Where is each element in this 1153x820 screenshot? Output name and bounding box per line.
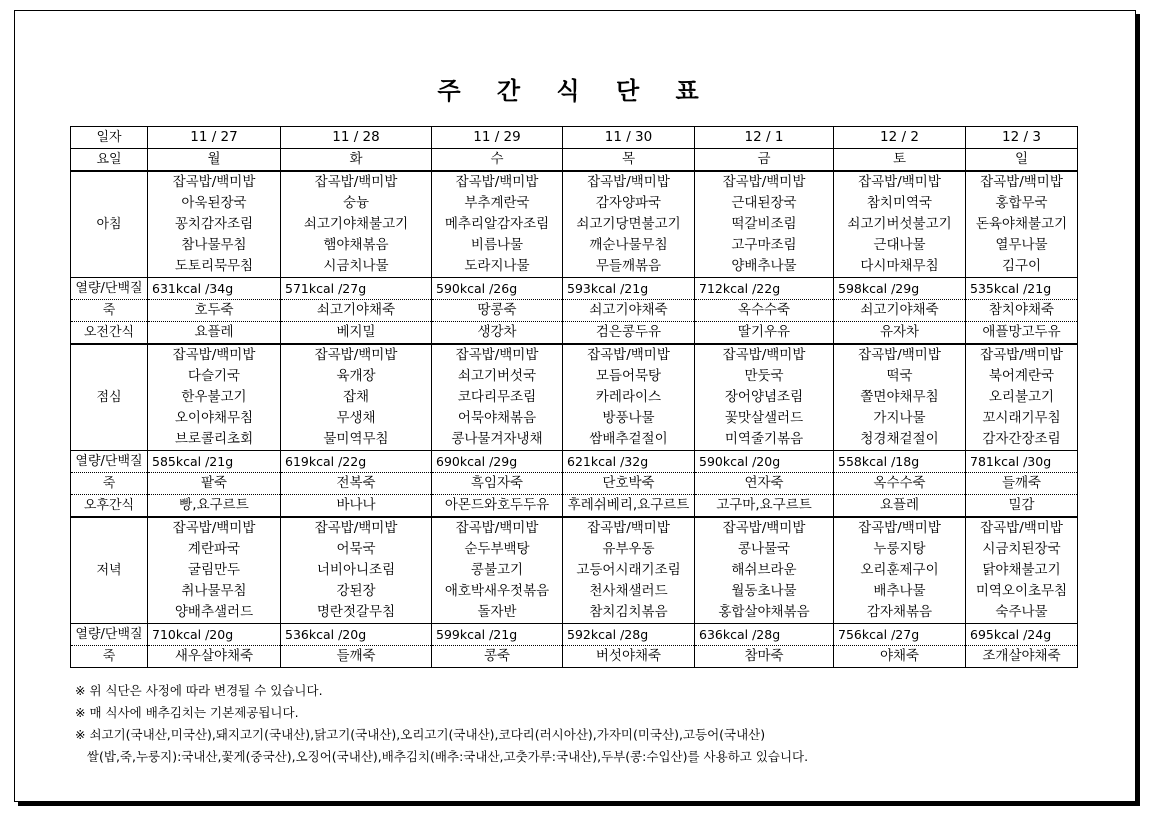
note-line: 쌀(밥,죽,누룽지):국내산,꽃게(중국산),오징어(국내산),배추김치(배추:국내산,고춧가루:국내산),두부(콩:수입산)를 사용하고 있습니다. (75, 749, 809, 764)
snack-value: 요플레 (834, 495, 966, 518)
snack-value: 애플망고두유 (966, 322, 1078, 345)
calorie-value: 585kcal /21g (148, 451, 281, 473)
snack-value: 요플레 (148, 322, 281, 345)
menu-item: 잡채 (281, 387, 432, 408)
porridge-value: 쇠고기야채죽 (281, 300, 432, 322)
menu-item: 계란파국 (148, 539, 281, 560)
date-cell: 12 / 2 (834, 127, 966, 149)
menu-item: 어묵야채볶음 (432, 408, 563, 429)
porridge-label: 죽 (71, 646, 148, 668)
menu-item: 쇠고기야채불고기 (281, 214, 432, 235)
porridge-value: 연자죽 (695, 473, 834, 495)
dinner-item-row (71, 602, 1078, 624)
porridge-value: 옥수수죽 (834, 473, 966, 495)
menu-item: 닭야채불고기 (966, 560, 1078, 581)
menu-item: 쇠고기버섯불고기 (834, 214, 966, 235)
lunch-snack-row (71, 495, 1078, 518)
menu-item: 명란젓갈무침 (281, 602, 432, 624)
calorie-value: 636kcal /28g (695, 624, 834, 646)
date-cell: 11 / 27 (148, 127, 281, 149)
menu-item: 천사채샐러드 (563, 581, 695, 602)
menu-item: 청경채겉절이 (834, 429, 966, 451)
menu-item: 김구이 (966, 256, 1078, 278)
menu-item: 양배추샐러드 (148, 602, 281, 624)
day-cell: 수 (432, 149, 563, 172)
dinner-item-row (71, 517, 1078, 539)
menu-item: 부추계란국 (432, 193, 563, 214)
calorie-value: 536kcal /20g (281, 624, 432, 646)
calorie-value: 590kcal /26g (432, 278, 563, 300)
menu-item: 잡곡밥/백미밥 (563, 517, 695, 539)
calorie-value: 695kcal /24g (966, 624, 1078, 646)
porridge-value: 버섯야채죽 (563, 646, 695, 668)
menu-item: 감자양파국 (563, 193, 695, 214)
porridge-value: 야채죽 (834, 646, 966, 668)
calorie-label: 열량/단백질 (71, 624, 148, 646)
menu-item: 감자채볶음 (834, 602, 966, 624)
dinner-kcal-row (71, 624, 1078, 646)
menu-item: 다슬기국 (148, 366, 281, 387)
date-cell: 12 / 1 (695, 127, 834, 149)
menu-item: 잡곡밥/백미밥 (432, 517, 563, 539)
menu-item: 무들깨볶음 (563, 256, 695, 278)
snack-value: 검은콩두유 (563, 322, 695, 345)
menu-item: 방풍나물 (563, 408, 695, 429)
lunch-kcal-row (71, 451, 1078, 473)
snack-value: 후레쉬베리,요구르트 (563, 495, 695, 518)
day-row (71, 149, 1078, 172)
menu-item: 잡곡밥/백미밥 (966, 344, 1078, 366)
menu-item: 카레라이스 (563, 387, 695, 408)
menu-item: 한우불고기 (148, 387, 281, 408)
day-cell: 금 (695, 149, 834, 172)
dinner-item-row (71, 560, 1078, 581)
meal-label: 저녁 (71, 517, 148, 624)
breakfast-item-row (71, 214, 1078, 235)
menu-item: 쌈배추겉절이 (563, 429, 695, 451)
calorie-value: 571kcal /27g (281, 278, 432, 300)
menu-item: 쫄면야채무침 (834, 387, 966, 408)
menu-item: 감자간장조림 (966, 429, 1078, 451)
date-cell: 11 / 28 (281, 127, 432, 149)
menu-item: 잡곡밥/백미밥 (148, 517, 281, 539)
menu-item: 잡곡밥/백미밥 (432, 171, 563, 193)
lunch-item-row (71, 408, 1078, 429)
breakfast-item-row (71, 235, 1078, 256)
snack-value: 고구마,요구르트 (695, 495, 834, 518)
menu-item: 잡곡밥/백미밥 (281, 517, 432, 539)
menu-item: 홍합살야채볶음 (695, 602, 834, 624)
menu-item: 꽁치감자조림 (148, 214, 281, 235)
menu-item: 쇠고기버섯국 (432, 366, 563, 387)
menu-item: 오리불고기 (966, 387, 1078, 408)
day-cell: 토 (834, 149, 966, 172)
porridge-value: 새우살야채죽 (148, 646, 281, 668)
menu-item: 다시마채무침 (834, 256, 966, 278)
snack-value: 베지밀 (281, 322, 432, 345)
menu-item: 양배추나물 (695, 256, 834, 278)
snack-label: 오후간식 (71, 495, 148, 518)
day-cell: 화 (281, 149, 432, 172)
porridge-value: 콩죽 (432, 646, 563, 668)
porridge-value: 참마죽 (695, 646, 834, 668)
porridge-value: 땅콩죽 (432, 300, 563, 322)
porridge-value: 옥수수죽 (695, 300, 834, 322)
menu-item: 떡갈비조림 (695, 214, 834, 235)
calorie-value: 710kcal /20g (148, 624, 281, 646)
menu-item: 순두부백탕 (432, 539, 563, 560)
note-line: ※ 매 식사에 배추김치는 기본제공됩니다. (75, 705, 299, 720)
menu-item: 잡곡밥/백미밥 (148, 171, 281, 193)
menu-item: 잡곡밥/백미밥 (966, 517, 1078, 539)
lunch-item-row (71, 429, 1078, 451)
porridge-value: 호두죽 (148, 300, 281, 322)
menu-item: 잡곡밥/백미밥 (563, 344, 695, 366)
menu-item: 유부우동 (563, 539, 695, 560)
porridge-value: 쇠고기야채죽 (834, 300, 966, 322)
menu-item: 깨순나물무침 (563, 235, 695, 256)
menu-item: 참나물무침 (148, 235, 281, 256)
menu-item: 잡곡밥/백미밥 (695, 344, 834, 366)
meal-label: 점심 (71, 344, 148, 451)
menu-item: 육개장 (281, 366, 432, 387)
menu-item: 어묵국 (281, 539, 432, 560)
porridge-value: 쇠고기야채죽 (563, 300, 695, 322)
menu-item: 잡곡밥/백미밥 (834, 344, 966, 366)
menu-item: 홍합무국 (966, 193, 1078, 214)
menu-item: 잡곡밥/백미밥 (148, 344, 281, 366)
note-line: ※ 쇠고기(국내산,미국산),돼지고기(국내산),닭고기(국내산),오리고기(국내산),코다리(러시아산),가자미(미국산),고등어(국내산) (75, 727, 766, 742)
menu-item: 장어양념조림 (695, 387, 834, 408)
menu-item: 꽃맛살샐러드 (695, 408, 834, 429)
menu-item: 북어계란국 (966, 366, 1078, 387)
weekly-menu-table (70, 126, 1078, 668)
menu-item: 고구마조림 (695, 235, 834, 256)
menu-item: 잡곡밥/백미밥 (281, 171, 432, 193)
menu-item: 만둣국 (695, 366, 834, 387)
menu-item: 무생채 (281, 408, 432, 429)
menu-item: 굴림만두 (148, 560, 281, 581)
menu-item: 돌자반 (432, 602, 563, 624)
menu-item: 잡곡밥/백미밥 (281, 344, 432, 366)
breakfast-porridge-row (71, 300, 1078, 322)
porridge-label: 죽 (71, 473, 148, 495)
lunch-item-row (71, 366, 1078, 387)
calorie-value: 592kcal /28g (563, 624, 695, 646)
menu-item: 숙주나물 (966, 602, 1078, 624)
day-label: 요일 (71, 149, 148, 172)
snack-value: 바나나 (281, 495, 432, 518)
menu-item: 잡곡밥/백미밥 (432, 344, 563, 366)
menu-item: 오이야채무침 (148, 408, 281, 429)
menu-item: 잡곡밥/백미밥 (695, 517, 834, 539)
menu-item: 돈육야채불고기 (966, 214, 1078, 235)
menu-item: 너비아니조림 (281, 560, 432, 581)
menu-item: 참치미역국 (834, 193, 966, 214)
porridge-label: 죽 (71, 300, 148, 322)
snack-value: 아몬드와호두두유 (432, 495, 563, 518)
document-page (14, 10, 1136, 802)
menu-item: 콩불고기 (432, 560, 563, 581)
calorie-value: 631kcal /34g (148, 278, 281, 300)
calorie-value: 621kcal /32g (563, 451, 695, 473)
page-title: 주 간 식 단 표 (437, 77, 713, 105)
menu-item: 도토리묵무침 (148, 256, 281, 278)
porridge-value: 들깨죽 (966, 473, 1078, 495)
menu-item: 모듬어묵탕 (563, 366, 695, 387)
menu-item: 시금치나물 (281, 256, 432, 278)
date-cell: 11 / 29 (432, 127, 563, 149)
menu-item: 브로콜리초회 (148, 429, 281, 451)
menu-item: 근대나물 (834, 235, 966, 256)
menu-item: 콩나물국 (695, 539, 834, 560)
meal-label: 아침 (71, 171, 148, 278)
menu-item: 애호박새우젓볶음 (432, 581, 563, 602)
calorie-value: 599kcal /21g (432, 624, 563, 646)
menu-item: 참치김치볶음 (563, 602, 695, 624)
menu-item: 떡국 (834, 366, 966, 387)
calorie-value: 690kcal /29g (432, 451, 563, 473)
dinner-porridge-row (71, 646, 1078, 668)
breakfast-kcal-row (71, 278, 1078, 300)
dinner-item-row (71, 581, 1078, 602)
calorie-value: 590kcal /20g (695, 451, 834, 473)
calorie-value: 781kcal /30g (966, 451, 1078, 473)
menu-item: 시금치된장국 (966, 539, 1078, 560)
menu-item: 월동초나물 (695, 581, 834, 602)
calorie-value: 619kcal /22g (281, 451, 432, 473)
porridge-value: 팥죽 (148, 473, 281, 495)
calorie-label: 열량/단백질 (71, 451, 148, 473)
date-cell: 11 / 30 (563, 127, 695, 149)
menu-item: 가지나물 (834, 408, 966, 429)
menu-item: 꼬시래기무침 (966, 408, 1078, 429)
lunch-item-row (71, 344, 1078, 366)
menu-item: 잡곡밥/백미밥 (695, 171, 834, 193)
snack-label: 오전간식 (71, 322, 148, 345)
menu-item: 고등어시래기조림 (563, 560, 695, 581)
menu-item: 잡곡밥/백미밥 (563, 171, 695, 193)
note-line: ※ 위 식단은 사정에 따라 변경될 수 있습니다. (75, 683, 323, 698)
menu-item: 강된장 (281, 581, 432, 602)
snack-value: 딸기우유 (695, 322, 834, 345)
calorie-value: 598kcal /29g (834, 278, 966, 300)
menu-item: 도라지나물 (432, 256, 563, 278)
menu-item: 미역오이초무침 (966, 581, 1078, 602)
menu-item: 햄야채볶음 (281, 235, 432, 256)
breakfast-item-row (71, 256, 1078, 278)
day-cell: 월 (148, 149, 281, 172)
menu-item: 비름나물 (432, 235, 563, 256)
notes (75, 680, 808, 768)
calorie-value: 712kcal /22g (695, 278, 834, 300)
breakfast-snack-row (71, 322, 1078, 345)
menu-item: 잡곡밥/백미밥 (834, 517, 966, 539)
date-row (71, 127, 1078, 149)
snack-value: 빵,요구르트 (148, 495, 281, 518)
menu-item: 숭늉 (281, 193, 432, 214)
calorie-value: 558kcal /18g (834, 451, 966, 473)
menu-item: 취나물무침 (148, 581, 281, 602)
porridge-value: 조개살야채죽 (966, 646, 1078, 668)
lunch-item-row (71, 387, 1078, 408)
menu-item: 코다리무조림 (432, 387, 563, 408)
menu-item: 열무나물 (966, 235, 1078, 256)
breakfast-item-row (71, 171, 1078, 193)
calorie-value: 593kcal /21g (563, 278, 695, 300)
menu-item: 배추나물 (834, 581, 966, 602)
menu-item: 오리훈제구이 (834, 560, 966, 581)
calorie-value: 535kcal /21g (966, 278, 1078, 300)
menu-item: 메추리알감자조림 (432, 214, 563, 235)
date-cell: 12 / 3 (966, 127, 1078, 149)
porridge-value: 단호박죽 (563, 473, 695, 495)
porridge-value: 흑임자죽 (432, 473, 563, 495)
calorie-value: 756kcal /27g (834, 624, 966, 646)
menu-item: 미역줄기볶음 (695, 429, 834, 451)
menu-item: 아욱된장국 (148, 193, 281, 214)
menu-item: 쇠고기당면불고기 (563, 214, 695, 235)
menu-item: 근대된장국 (695, 193, 834, 214)
breakfast-item-row (71, 193, 1078, 214)
dinner-item-row (71, 539, 1078, 560)
menu-item: 잡곡밥/백미밥 (834, 171, 966, 193)
date-label: 일자 (71, 127, 148, 149)
menu-item: 누룽지탕 (834, 539, 966, 560)
snack-value: 유자차 (834, 322, 966, 345)
menu-item: 잡곡밥/백미밥 (966, 171, 1078, 193)
porridge-value: 들깨죽 (281, 646, 432, 668)
snack-value: 밀감 (966, 495, 1078, 518)
porridge-value: 참치야채죽 (966, 300, 1078, 322)
snack-value: 생강차 (432, 322, 563, 345)
menu-item: 해쉬브라운 (695, 560, 834, 581)
day-cell: 목 (563, 149, 695, 172)
calorie-label: 열량/단백질 (71, 278, 148, 300)
menu-item: 물미역무침 (281, 429, 432, 451)
porridge-value: 전복죽 (281, 473, 432, 495)
day-cell: 일 (966, 149, 1078, 172)
menu-item: 콩나물겨자냉채 (432, 429, 563, 451)
lunch-porridge-row (71, 473, 1078, 495)
